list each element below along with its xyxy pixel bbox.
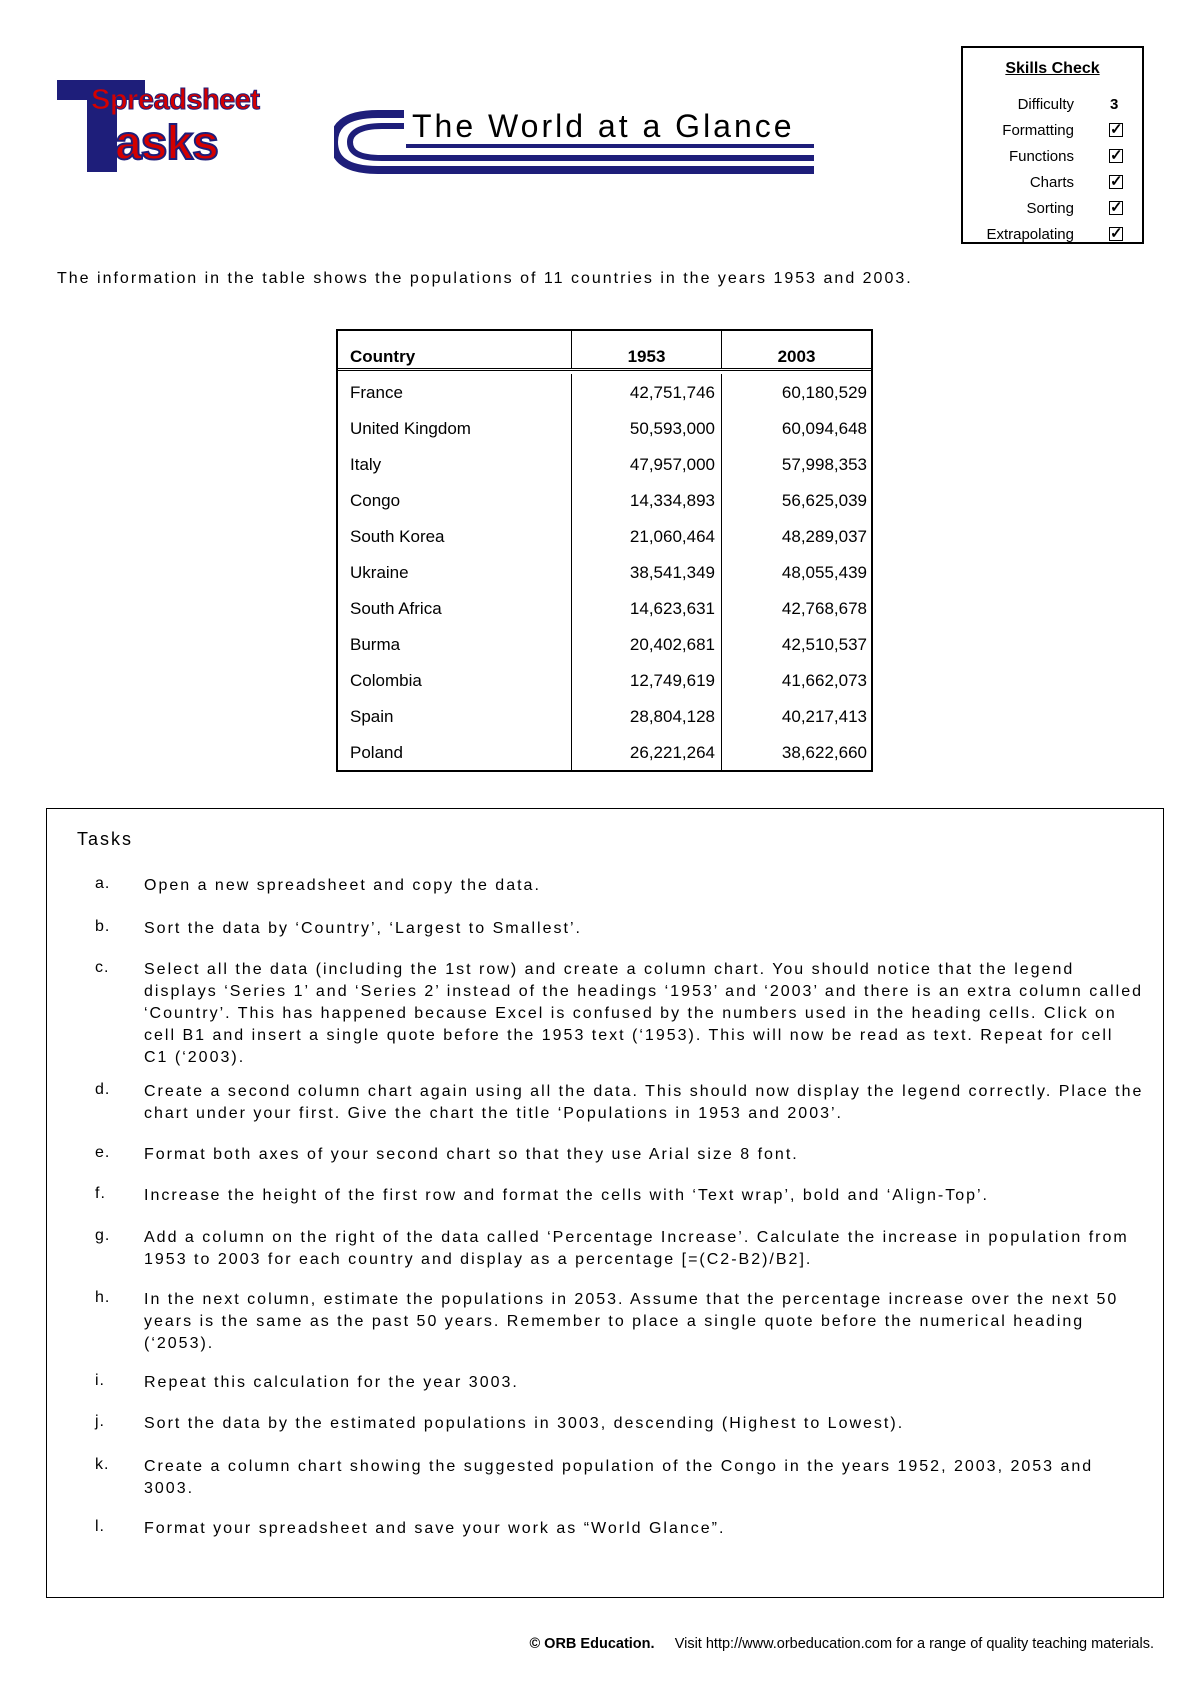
task-text: Sort the data by the estimated populations in 3003, descending (Highest to Lowest). (144, 1415, 905, 1432)
cell-country: Spain (338, 698, 572, 734)
checkbox-checked-icon: ✓ (1110, 121, 1123, 138)
cell-2003: 48,055,439 (781, 563, 867, 582)
table-row (338, 734, 871, 770)
cell-1953: 20,402,681 (572, 626, 722, 662)
task-letter: f. (95, 1185, 106, 1202)
footer-brand: © ORB Education. (529, 1636, 655, 1652)
table-row (338, 626, 871, 662)
task-text: Add a column on the right of the data called ‘Percentage Increase’. Calculate the increase in population from 1953 to 2003 for each country and display as a percentage [=(C2-B2)/B2]. (144, 1229, 1129, 1268)
cell-country: Congo (338, 482, 572, 518)
task-letter: b. (95, 918, 111, 935)
logo-word-spreadsheet: Spreadsheet (91, 84, 260, 116)
cell-1953: 47,957,000 (572, 446, 722, 482)
cell-2003: 41,662,073 (781, 671, 867, 690)
cell-country: France (338, 374, 572, 410)
skill-row-charts: Charts ✓ (1029, 173, 1123, 191)
skill-row-difficulty: Difficulty 3 (1017, 96, 1119, 113)
header-country: Country (338, 331, 572, 368)
cell-country: Colombia (338, 662, 572, 698)
skill-row-functions: Functions ✓ (1008, 147, 1123, 165)
cell-1953: 42,751,746 (572, 374, 722, 410)
task-text: Format your spreadsheet and save your work as “World Glance”. (144, 1520, 726, 1537)
table-row (338, 518, 871, 554)
cell-2003: 57,998,353 (781, 455, 867, 474)
table-row (338, 410, 871, 446)
cell-country: Poland (338, 734, 572, 770)
spreadsheet-tasks-logo (57, 80, 272, 172)
task-letter: e. (95, 1144, 111, 1161)
cell-2003: 48,289,037 (781, 527, 867, 546)
skills-check-box (961, 46, 1144, 244)
table-row (338, 374, 871, 410)
table-row (338, 698, 871, 734)
cell-country: United Kingdom (338, 410, 572, 446)
cell-1953: 21,060,464 (572, 518, 722, 554)
cell-1953: 28,804,128 (572, 698, 722, 734)
task-letter: g. (95, 1227, 111, 1244)
title-banner (334, 108, 814, 176)
task-text: Create a second column chart again using all the data. This should now display the legend correctly. Place the chart under your first. Give the chart the title ‘Populations in 1953 and 2003’. (144, 1083, 1144, 1122)
tasks-heading: Tasks (77, 829, 134, 849)
logo-word-tasks: asks (115, 117, 218, 170)
table-row (338, 482, 871, 518)
task-letter: k. (95, 1456, 110, 1473)
checkbox-checked-icon: ✓ (1110, 173, 1123, 190)
task-letter: d. (95, 1081, 111, 1098)
cell-country: Burma (338, 626, 572, 662)
task-text: Increase the height of the first row and format the cells with ‘Text wrap’, bold and ‘Align-Top’. (144, 1187, 989, 1204)
table-body (338, 371, 871, 770)
cell-2003: 40,217,413 (781, 707, 867, 726)
difficulty-value: 3 (1110, 96, 1119, 113)
footer (529, 1636, 1154, 1652)
cell-2003: 56,625,039 (781, 491, 867, 510)
task-text: In the next column, estimate the populations in 2053. Assume that the percentage increase over the next 50 years is the same as the past 50 years. Remember to place a single quote before the numerical heading (‘2053). (144, 1291, 1119, 1352)
task-letter: a. (95, 875, 111, 892)
checkbox-checked-icon: ✓ (1110, 147, 1123, 164)
intro-text: The information in the table shows the populations of 11 countries in the years 1953 and 2003. (57, 270, 913, 287)
page-title: The World at a Glance (412, 108, 795, 144)
task-text: Repeat this calculation for the year 3003. (144, 1374, 519, 1391)
population-table (336, 329, 873, 772)
cell-2003: 38,622,660 (781, 743, 867, 762)
task-letter: c. (95, 959, 110, 976)
task-letter: l. (95, 1518, 105, 1535)
cell-1953: 14,334,893 (572, 482, 722, 518)
table-row (338, 662, 871, 698)
task-letter: j. (95, 1413, 105, 1430)
task-text: Sort the data by ‘Country’, ‘Largest to Smallest’. (144, 920, 582, 937)
table-row (338, 554, 871, 590)
table-row (338, 590, 871, 626)
cell-country: South Korea (338, 518, 572, 554)
cell-1953: 26,221,264 (572, 734, 722, 770)
task-letter: h. (95, 1289, 111, 1306)
task-text: Create a column chart showing the suggested population of the Congo in the years 1952, 2003, 2053 and 3003. (144, 1458, 1094, 1497)
skill-row-sorting: Sorting ✓ (1026, 199, 1123, 217)
cell-1953: 50,593,000 (572, 410, 722, 446)
skill-row-extrapolating: Extrapolating ✓ (986, 225, 1123, 243)
cell-country: South Africa (338, 590, 572, 626)
cell-2003: 42,768,678 (781, 599, 867, 618)
checkbox-checked-icon: ✓ (1110, 199, 1123, 216)
tasks-box (46, 808, 1164, 1598)
task-text: Open a new spreadsheet and copy the data. (144, 877, 541, 894)
header-2003: 2003 (777, 347, 816, 366)
header-1953: 1953 (572, 331, 722, 368)
cell-country: Italy (338, 446, 572, 482)
cell-1953: 12,749,619 (572, 662, 722, 698)
table-row (338, 446, 871, 482)
task-letter: i. (95, 1372, 105, 1389)
cell-1953: 14,623,631 (572, 590, 722, 626)
skill-row-formatting: Formatting ✓ (1002, 121, 1123, 139)
footer-text: Visit http://www.orbeducation.com for a range of quality teaching materials. (674, 1636, 1154, 1652)
cell-2003: 42,510,537 (781, 635, 867, 654)
cell-2003: 60,180,529 (781, 383, 867, 402)
checkbox-checked-icon: ✓ (1110, 225, 1123, 242)
task-text: Format both axes of your second chart so that they use Arial size 8 font. (144, 1146, 799, 1163)
cell-1953: 38,541,349 (572, 554, 722, 590)
cell-2003: 60,094,648 (781, 419, 867, 438)
task-text: Select all the data (including the 1st row) and create a column chart. You should notice that the legend displays ‘Series 1’ and ‘Series 2’ instead of the headings ‘1953’ and ‘2003’ and there is an extra column called ‘Country’. This has happened because Excel is confused by the numbers used in the heading cells. Click on cell B1 and insert a single quote before the 1953 text (‘1953). This will now be read as text. Repeat for cell C1 (‘2003). (144, 961, 1143, 1066)
cell-country: Ukraine (338, 554, 572, 590)
table-header-row (338, 331, 871, 371)
skills-check-title: Skills Check (1005, 60, 1100, 77)
